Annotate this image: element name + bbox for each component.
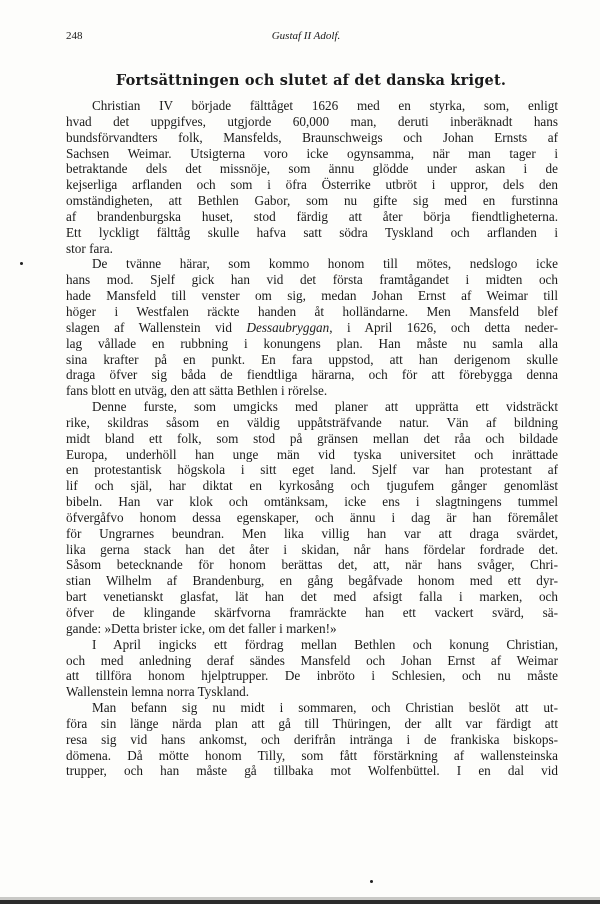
running-title: Gustaf II Adolf. bbox=[271, 30, 341, 42]
text-line: en protestantisk högskola i sitt eget land. Sjelf var han protestant af bbox=[66, 462, 558, 478]
text-line: för Ungrarnes beundran. Men lika villig han var att draga svärdet, bbox=[66, 525, 558, 541]
text-line: kejserliga arflanden och som i öfra Österrike utbröt i uppror, dels den bbox=[66, 177, 558, 193]
body-text bbox=[66, 98, 558, 779]
text-line: lag vållade en rubbning i konungens plan. Han måste nu samla alla bbox=[66, 335, 558, 351]
text-line: föra sin länge närda plan att gå till Thüringen, der allt var färdigt att bbox=[66, 715, 558, 731]
text-line: höger i Westfalen räckte handen åt holländarne. Men Mansfeld blef bbox=[66, 303, 558, 319]
text-line: resa sig vid hans ankomst, och derifrån intränga i de frankiska biskops- bbox=[66, 731, 558, 747]
text-line: öfvergåfvo honom dessa egenskaper, och ännu i dag är han föremålet bbox=[66, 509, 558, 525]
text-line: hans mod. Sjelf gick han vid det första framtågandet i midten och bbox=[66, 272, 558, 288]
text-line: rike, skildras såsom en väldig uppåtsträfvande natur. Vän af bildning bbox=[66, 414, 558, 430]
text-segment: , i April 1626, och detta neder- bbox=[329, 319, 558, 335]
text-line: dömena. Då mötte honom Tilly, som fått förstärkning af wallensteinska bbox=[66, 747, 558, 763]
text-line: af brandenburgska huset, stod färdig att åter börja fiendtligheterna. bbox=[66, 208, 558, 224]
text-line: bart venetianskt glasfat, lät han det med afsigt falla i marken, och bbox=[66, 589, 558, 605]
text-line: att tillföra honom hjelptrupper. De inbröto i Schlesien, och nu måste bbox=[66, 668, 558, 684]
text-line: hade Mansfeld till venster om sig, medan Johan Ernst af Weimar till bbox=[66, 288, 558, 304]
chapter-heading: Fortsättningen och slutet af det danska kriget. bbox=[115, 72, 507, 89]
text-line: hvad det uppgifves, utgjorde 60,000 man, deruti inberäknadt hans bbox=[66, 113, 558, 129]
scan-speck bbox=[20, 262, 23, 265]
text-line: Ett lyckligt fälttåg skulle hafva satt södra Tyskland och arflanden i bbox=[66, 224, 558, 240]
text-line: och med anledning deraf sändes Mansfeld och Johan Ernst af Weimar bbox=[66, 652, 558, 668]
text-line: betraktande dels det missnöje, som ännu glödde under askan i de bbox=[66, 161, 558, 177]
text-segment: slagen af Wallenstein vid bbox=[66, 319, 247, 335]
text-line: midt bland ett folk, som stod på gränsen mellan det råa och bildade bbox=[66, 430, 558, 446]
text-line: lif och själ, har diktat en kyrkosång och tjugufem gånger genomläst bbox=[66, 478, 558, 494]
text-line: trupper, och han måste gå tillbaka mot Wolfenbüttel. I en dal vid bbox=[66, 763, 558, 779]
text-line: Denne furste, som umgicks med planer att upprätta ett vidsträckt bbox=[92, 399, 558, 415]
text-line: Såsom betecknande för honom berättas det, att, när hans svåger, Chri- bbox=[66, 557, 558, 573]
scan-speck bbox=[370, 880, 373, 883]
text-line: fans blott en utväg, den att sätta Bethlen i rörelse. bbox=[66, 383, 328, 399]
scan-edge bbox=[0, 900, 600, 904]
running-head bbox=[66, 30, 546, 46]
text-line-with-italic bbox=[66, 320, 558, 336]
page-number: 248 bbox=[66, 30, 83, 42]
text-line: stian Wilhelm af Brandenburg, en gång begåfvade honom med ett dyr- bbox=[66, 573, 558, 589]
text-line: bundsförvandters folk, Mansfelds, Braunschweigs och Johan Ernsts af bbox=[66, 129, 558, 145]
text-line: sina krafter på en punkt. En fara uppstod, att han derigenom skulle bbox=[66, 351, 558, 367]
text-line: draga öfver sig båda de fiendtliga härarna, och för att förebygga denna bbox=[66, 367, 558, 383]
italic-place-name: Dessaubryggan bbox=[246, 319, 330, 335]
text-line: lika gerna stack han det åter i skidan, når hans fördelar fordrade det. bbox=[66, 541, 558, 557]
text-line: bibeln. Han var klok och omtänksam, icke ens i slagtningens tummel bbox=[66, 494, 558, 510]
text-line: gande: »Detta brister icke, om det faller i marken!» bbox=[66, 620, 337, 636]
text-line: Europa, underhöll han unge män vid tyska universitet och inrättade bbox=[66, 446, 558, 462]
text-line: öfver de klingande skärfvorna framräckte han ett vackert svärd, sä- bbox=[66, 605, 558, 620]
text-line: stor fara. bbox=[66, 240, 113, 256]
text-line: Sachsen Weimar. Utsigterna voro icke ogynsamma, när man tager i bbox=[66, 145, 558, 161]
text-line: omständigheten, att Bethlen Gabor, som nu gifte sig med en furstinna bbox=[66, 193, 558, 209]
text-line: Wallenstein lemna norra Tyskland. bbox=[66, 684, 250, 700]
text-line: Christian IV började fälttåget 1626 med en styrka, som, enligt bbox=[92, 98, 558, 113]
text-line: I April ingicks ett fördrag mellan Bethlen och konung Christian, bbox=[92, 636, 558, 652]
text-line: De tvänne härar, som kommo honom till mötes, nedslogo icke bbox=[92, 256, 558, 272]
text-line: Man befann sig nu midt i sommaren, och Christian beslöt att ut- bbox=[92, 700, 558, 716]
